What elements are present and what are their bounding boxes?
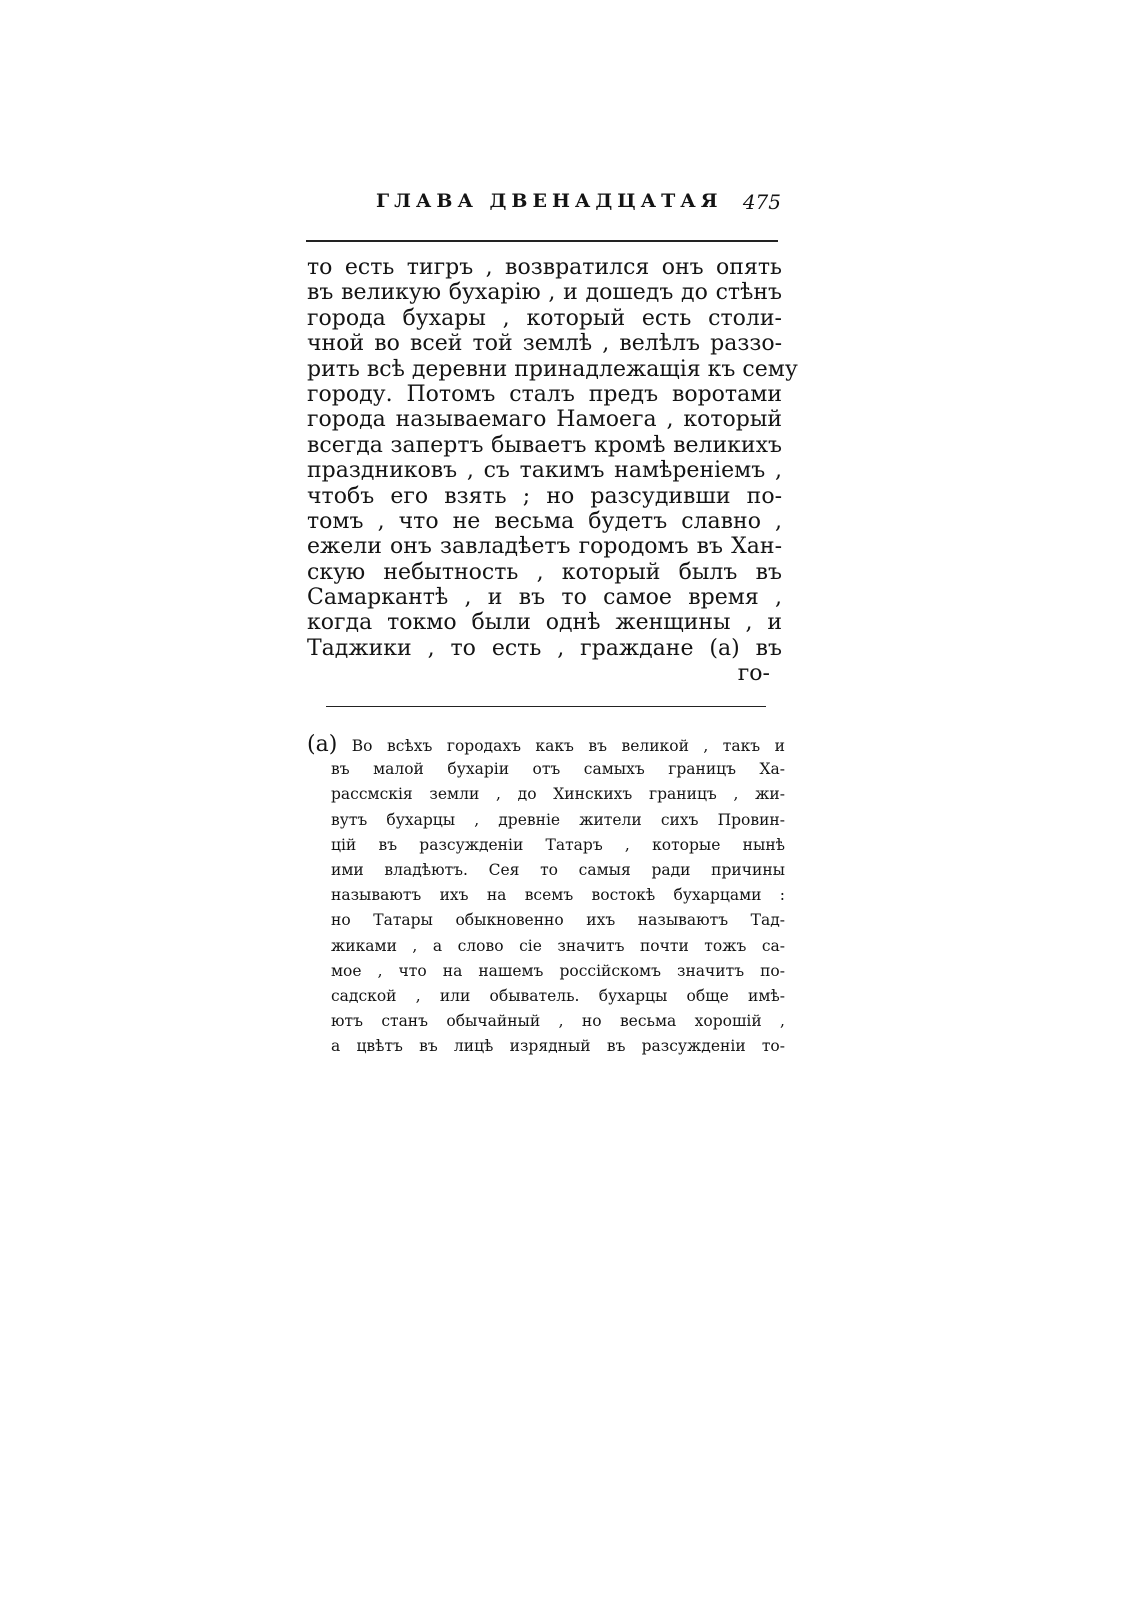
footnote-line: ютъ станъ обычайный , но весьма хорошій ,	[331, 1012, 785, 1031]
footnote-line: но Татары обыкновенно ихъ называютъ Тад-	[331, 911, 785, 930]
text-line: Самаркантѣ , и въ то самое время ,	[307, 585, 782, 611]
footnote-line: цій въ разсужденіи Татаръ , которые нынѣ	[331, 835, 785, 854]
text-line: то есть тигръ , возвратился онъ опять	[307, 255, 782, 280]
footnote-marker: (a)	[307, 732, 338, 757]
main-text	[307, 255, 798, 687]
text-line: ежели онъ завладѣетъ городомъ въ Хан-	[307, 534, 782, 560]
header-rule	[306, 240, 778, 242]
footnote-rule	[326, 706, 766, 707]
catchword: го-	[737, 661, 770, 687]
text-line: праздниковъ , съ такимъ намѣреніемъ ,	[307, 458, 782, 484]
footnote-text: Во всѣхъ городахъ какъ въ великой , такъ и	[351, 737, 785, 755]
text-line: всегда запертъ бываетъ кромѣ великихъ	[307, 432, 782, 458]
footnote-line: мое , что на нашемъ россійскомъ значитъ по-	[331, 961, 785, 980]
text-line: въ великую бухарію , и дошедъ до стѣнъ	[307, 280, 782, 306]
text-line: городу. Потомъ сталъ предъ воротами	[307, 381, 782, 407]
text-line: чтобъ его взять ; но разсудивши по-	[307, 483, 782, 509]
text-line: когда токмо были однѣ женщины , и	[307, 610, 782, 636]
text-line: города бухары , который есть столи-	[307, 305, 782, 331]
text-line: чной во всей той землѣ , велѣлъ раззо-	[307, 331, 782, 357]
footnote-line: въ малой бухаріи отъ самыхъ границъ Ха-	[331, 760, 785, 779]
text-line: скую небытность , который былъ въ	[307, 559, 782, 585]
running-head	[376, 190, 781, 220]
text-line: томъ , что не весьма будетъ славно ,	[307, 508, 782, 534]
footnote-line: а цвѣтъ въ лицѣ изрядный въ разсужденіи то-	[331, 1037, 785, 1056]
footnote	[307, 732, 785, 1059]
text-line: Таджики , то есть , граждане (a) въ	[307, 635, 782, 661]
footnote-line: садской , или обыватель. бухарцы обще имѣ-	[331, 986, 785, 1005]
text-line: города называемаго Намоега , который	[307, 407, 782, 433]
footnote-line: жиками , а слово сіе значитъ почти тожъ са-	[331, 936, 785, 955]
text-line: рить всѣ деревни принадлежащія къ сему	[307, 356, 798, 382]
footnote-line	[307, 732, 785, 757]
footnote-line: называютъ ихъ на всемъ востокѣ бухарцами :	[331, 886, 785, 905]
chapter-title: ГЛАВА ДВЕНАДЦАТАЯ	[376, 190, 723, 212]
footnote-line: ими владѣютъ. Сея то самыя ради причины	[331, 860, 785, 879]
footnote-line: вутъ бухарцы , древніе жители сихъ Провин-	[331, 810, 785, 829]
footnote-line: рассмскія земли , до Хинскихъ границъ , жи-	[331, 785, 785, 804]
page-number: 475	[742, 190, 781, 214]
